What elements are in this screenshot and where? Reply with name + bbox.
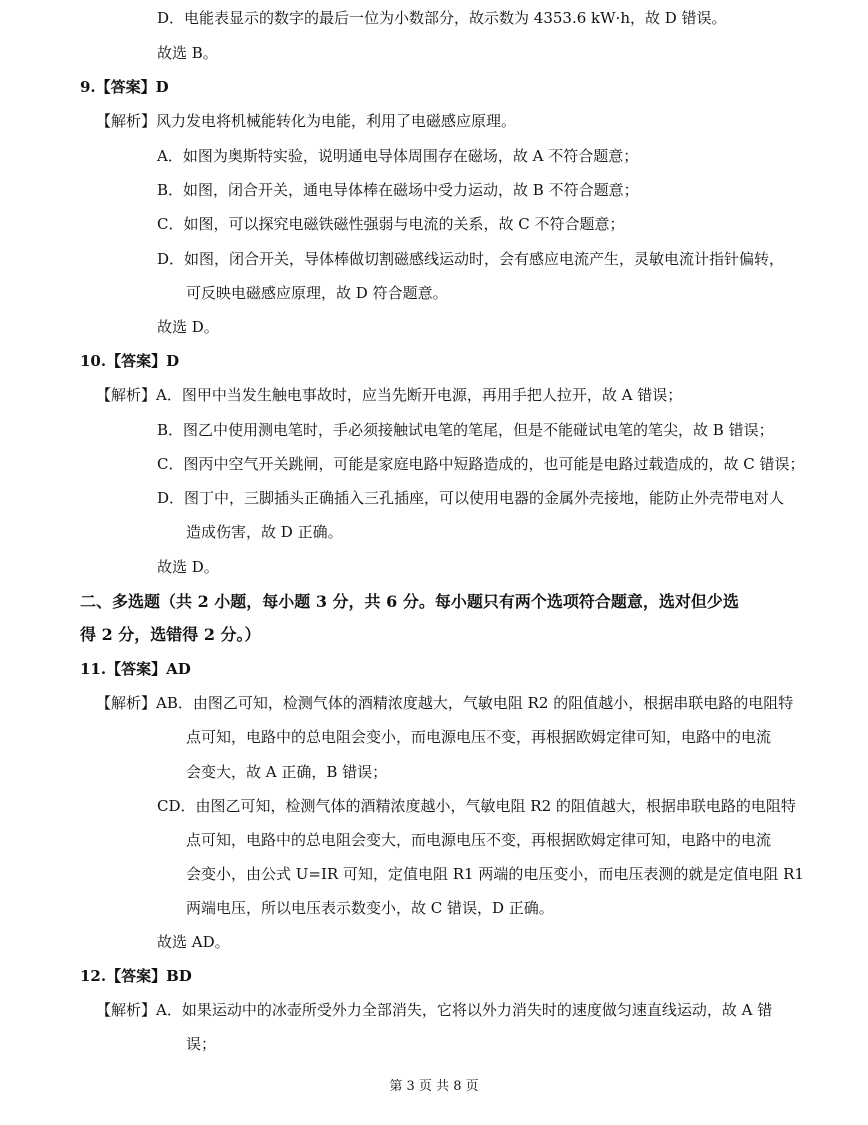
text-line: 点可知，电路中的总电阻会变小，而电源电压不变，再根据欧姆定律可知，电路中的电流	[186, 728, 772, 746]
text-line: C．图丙中空气开关跳闸，可能是家庭电路中短路造成的，也可能是电路过载造成的，故 C 错误；	[157, 455, 805, 473]
text-line: 故选 AD。	[157, 933, 230, 951]
text-line: D．图丁中，三脚插头正确插入三孔插座，可以使用电器的金属外壳接地，能防止外壳带电对人	[157, 489, 785, 507]
section-heading: 得 2 分，选错得 2 分。）	[80, 625, 261, 644]
text-line: C．如图，可以探究电磁铁磁性强弱与电流的关系，故 C 不符合题意；	[157, 215, 625, 233]
text-line: B．如图，闭合开关，通电导体棒在磁场中受力运动，故 B 不符合题意；	[157, 181, 639, 199]
answer-heading: 9.【答案】D	[80, 78, 169, 96]
text-line: 故选 D。	[157, 318, 219, 336]
text-line: 两端电压，所以电压表示数变小，故 C 错误，D 正确。	[186, 899, 554, 917]
answer-heading: 11.【答案】AD	[80, 660, 191, 678]
page-footer: 第 3 页 共 8 页	[389, 1079, 479, 1094]
text-line: 点可知，电路中的总电阻会变大，而电源电压不变，再根据欧姆定律可知，电路中的电流	[186, 831, 772, 849]
answer-heading: 12.【答案】BD	[80, 967, 192, 985]
text-line: 故选 D。	[157, 558, 219, 576]
analysis-line: 【解析】A．如果运动中的冰壶所受外力全部消失，它将以外力消失时的速度做匀速直线运动，故 A 错	[96, 1001, 773, 1019]
analysis-line: 【解析】风力发电将机械能转化为电能，利用了电磁感应原理。	[96, 112, 517, 130]
answer-heading: 10.【答案】D	[80, 352, 180, 370]
text-line: CD．由图乙可知，检测气体的酒精浓度越小，气敏电阻 R2 的阻值越大，根据串联电路的电阻特	[157, 797, 796, 815]
text-line: A．如图为奥斯特实验，说明通电导体周围存在磁场，故 A 不符合题意；	[157, 147, 639, 165]
text-line: 会变小，由公式 U=IR 可知，定值电阻 R1 两端的电压变小，而电压表测的就是定值电阻 R1	[186, 865, 804, 883]
text-line: 误；	[186, 1035, 217, 1053]
text-line: D．电能表显示的数字的最后一位为小数部分，故示数为 4353.6 kW·h，故 D 错误。	[157, 9, 727, 27]
text-line: B．图乙中使用测电笔时，手必须接触试电笔的笔尾，但是不能碰试电笔的笔尖，故 B 错误；	[157, 421, 774, 439]
text-line: 故选 B。	[157, 44, 218, 62]
analysis-line: 【解析】A．图甲中当发生触电事故时，应当先断开电源，再用手把人拉开，故 A 错误；	[96, 386, 683, 404]
analysis-line: 【解析】AB．由图乙可知，检测气体的酒精浓度越大，气敏电阻 R2 的阻值越小，根据串联电路的电阻特	[96, 694, 794, 712]
text-line: 会变大，故 A 正确，B 错误；	[186, 763, 388, 781]
text-line: 可反映电磁感应原理，故 D 符合题意。	[186, 284, 448, 302]
text-line: 造成伤害，故 D 正确。	[186, 523, 343, 541]
text-line: D．如图，闭合开关，导体棒做切割磁感线运动时，会有感应电流产生，灵敏电流计指针偏转，	[157, 250, 785, 268]
section-heading: 二、多选题（共 2 小题，每小题 3 分，共 6 分。每小题只有两个选项符合题意，选对但少选	[80, 592, 739, 611]
